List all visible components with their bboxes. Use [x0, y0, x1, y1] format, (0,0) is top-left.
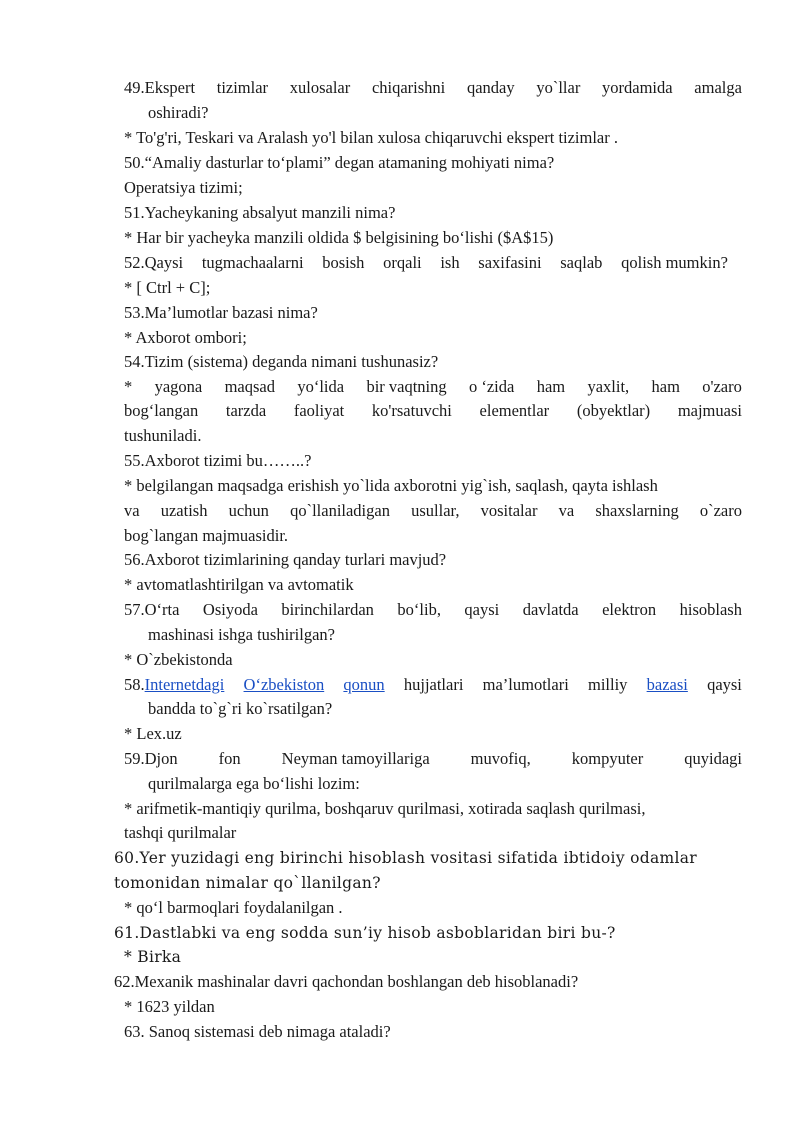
question-62: 62.Mexanik mashinalar davri qachondan boshlangan deb hisoblanadi? — [114, 972, 579, 991]
question-54: 54.Tizim (sistema) deganda nimani tushunasiz? — [124, 352, 439, 371]
answer-59-line-2: tashqi qurilmalar — [124, 823, 237, 842]
question-60-cont: tomonidan nimalar qo`llanilgan? — [114, 874, 381, 892]
question-51: 51.Yacheykaning absalyut manzili nima? — [124, 203, 396, 222]
answer-58: * Lex.uz — [124, 724, 182, 743]
link-qonun[interactable]: qonun — [343, 675, 385, 694]
question-59: 59.Djon fon Neyman tamoyillariga muvofiq, kompyuter quyidagi — [124, 749, 742, 768]
question-53: 53.Ma’lumotlar bazasi nima? — [124, 303, 318, 322]
answer-50: Operatsiya tizimi; — [124, 178, 243, 197]
answer-59-line-1: * arifmetik-mantiqiy qurilma, boshqaruv qurilmasi, xotirada saqlash qurilmasi, — [124, 799, 646, 818]
question-61: 61.Dastlabki va eng sodda sun’iy hisob asboblaridan biri bu-? — [114, 924, 616, 942]
answer-57: * O`zbekistonda — [124, 650, 233, 669]
answer-61: * Birka — [124, 948, 182, 966]
answer-55-line-1: * belgilangan maqsadga erishish yo`lida axborotni yig`ish, saqlash, qayta ishlash — [124, 476, 658, 495]
question-58: 58.Internetdagi O‘zbekiston qonun hujjatlari ma’lumotlari milliy bazasi qaysi — [124, 675, 742, 694]
answer-51: * Har bir yacheyka manzili oldida $ belgisining bo‘lishi ($A$15) — [124, 228, 554, 247]
answer-53: * Axborot ombori; — [124, 328, 247, 347]
answer-62: * 1623 yildan — [124, 997, 215, 1016]
question-58-cont: bandda to`g`ri ko`rsatilgan? — [148, 699, 333, 718]
question-52: 52.Qaysi tugmachaalarni bosish orqali ish saxifasini saqlab qolish mumkin? — [124, 253, 728, 272]
answer-55-line-3: bog`langan majmuasidir. — [124, 526, 289, 545]
answer-49: * To'g'ri, Teskari va Aralash yo'l bilan xulosa chiqaruvchi ekspert tizimlar . — [124, 128, 619, 147]
link-internetdagi[interactable]: Internetdagi — [144, 675, 225, 694]
answer-52: * [ Ctrl + C]; — [124, 278, 211, 297]
question-50: 50.“Amaliy dasturlar to‘plami” degan atamaning mohiyati nima? — [124, 153, 555, 172]
question-56: 56.Axborot tizimlarining qanday turlari mavjud? — [124, 550, 447, 569]
answer-54-line-1: * yagona maqsad yo‘lida bir vaqtning o ‘zida ham yaxlit, ham o'zaro — [124, 377, 742, 396]
question-57: 57.O‘rta Osiyoda birinchilardan bo‘lib, qaysi davlatda elektron hisoblash — [124, 600, 742, 619]
question-59-cont: qurilmalarga ega bo‘lishi lozim: — [148, 774, 360, 793]
question-49-cont: oshiradi? — [148, 103, 209, 122]
answer-54-line-3: tushuniladi. — [124, 426, 202, 445]
link-bazasi[interactable]: bazasi — [646, 675, 688, 694]
question-63: 63. Sanoq sistemasi deb nimaga ataladi? — [124, 1022, 391, 1041]
answer-55-line-2: va uzatish uchun qo`llaniladigan usullar, vositalar va shaxslarning o`zaro — [124, 501, 742, 520]
question-60: 60.Yer yuzidagi eng birinchi hisoblash vositasi sifatida ibtidoiy odamlar — [114, 849, 698, 867]
answer-56: * avtomatlashtirilgan va avtomatik — [124, 575, 354, 594]
link-ozbekiston[interactable]: O‘zbekiston — [243, 675, 325, 694]
answer-54-line-2: bog‘langan tarzda faoliyat ko'rsatuvchi elementlar (obyektlar) majmuasi — [124, 401, 742, 420]
answer-60: * qo‘l barmoqlari foydalanilgan . — [124, 898, 343, 917]
question-49: 49.Ekspert tizimlar xulosalar chiqarishni qanday yo`llar yordamida amalga — [124, 78, 742, 97]
question-55: 55.Axborot tizimi bu……..? — [124, 451, 312, 470]
question-57-cont: mashinasi ishga tushirilgan? — [148, 625, 335, 644]
